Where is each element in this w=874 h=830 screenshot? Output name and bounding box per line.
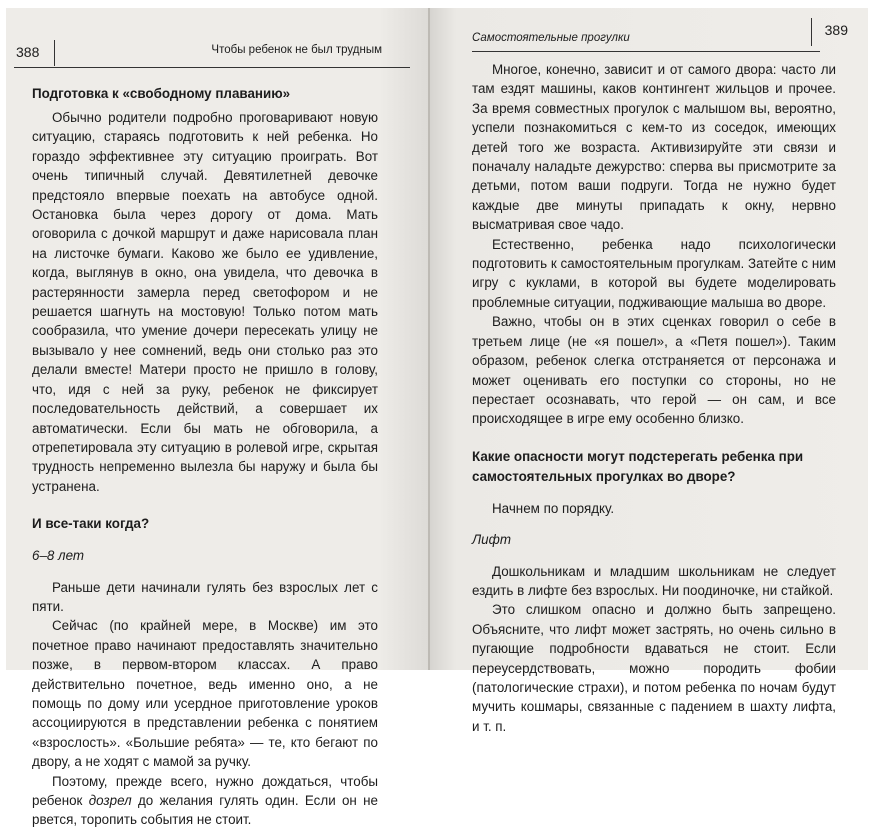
section-heading: Подготовка к «свободному плаванию» — [32, 86, 291, 101]
paragraph: Естественно, ребенка надо психологически подготовить к самостоятельным прогулкам. Затейте с ним игру с куклами, в которой вы будете моделировать проблемные ситуации, подживающие малыша во дворе. — [472, 236, 836, 310]
running-title-left: Чтобы ребенок не был трудным — [211, 44, 382, 56]
running-title-right: Самостоятельные прогулки — [472, 32, 630, 44]
subheading: 6–8 лет — [32, 548, 85, 564]
header-rule — [472, 51, 820, 52]
page-number-right: 389 — [824, 22, 848, 38]
left-page — [6, 8, 430, 828]
paragraph: Поэтому, прежде всего, нужно дождаться, чтобы ребенок дозрел до желания гулять один. Если он не рвется, торопить события не стоит. — [32, 773, 378, 828]
subheading: Лифт — [472, 532, 511, 548]
section-heading: И все-таки когда? — [32, 516, 150, 532]
header-divider — [54, 40, 55, 66]
paragraph: Сейчас (по крайней мере, в Москве) им это почетное право начинают предоставлять значительно позже, в первом-втором классах. А право действительно почетное, ведь именно оно, а не помощь по дому или усердное приготовление уроков ассоциируются в представлении ребенка с понятием «взрослость». «Большие ребята» — те, кто бегают по двору, а не ходят с мамой за ручку. — [32, 618, 378, 770]
paragraph: Начнем по порядку. — [492, 500, 615, 516]
paragraph: Многое, конечно, зависит и от самого двора: часто ли там ездят машины, каков контингент жильцов и прочее. За время совместных прогулок с малышом вы, вероятно, успели познакомиться с кем-то из соседок, имеющих детей того же возраста. Активизируйте эти связи и поначалу наладьте дежурство: сперва вы присмотрите за детьми, потом ваши подруги. Тогда не нужно будет каждые две минуты припадать к окну, нервно высматривая свое чадо. — [472, 62, 836, 233]
paragraph: Дошкольникам и младшим школьникам не следует ездить в лифте без взрослых. Ни поодиночке, ни стайкой. — [472, 563, 836, 598]
left-text-column — [32, 84, 378, 830]
running-header-right — [448, 18, 858, 48]
header-rule — [14, 67, 410, 68]
page-number-left: 388 — [16, 44, 40, 60]
header-divider — [811, 18, 812, 46]
right-page — [430, 8, 868, 734]
paragraph: Это слишком опасно и должно быть запрещено. Объясните, что лифт может застрять, но очень сильно в пугающие подробности вдаваться не стоит. Если переусердствовать, можно породить фобии (патологические страхи), и потом ребенка по ночам будут мучить кошмары, связанные с падением в шахту лифта, и т. п. — [472, 602, 836, 734]
section-heading: Какие опасности могут подстерегать ребенка при самостоятельных прогулках во дворе? — [472, 448, 804, 484]
paragraph: Важно, чтобы он в этих сценках говорил о себе в третьем лице (не «я пошел», а «Петя пошел»). Таким образом, ребенок слегка отстраняется от персонажа и может оценивать его поступки со стороны, но не перестает осознавать, что герой — он сам, и все происходящее в игре ему особенно близко. — [472, 314, 836, 427]
right-text-column — [472, 60, 836, 736]
paragraph: Раньше дети начинали гулять без взрослых лет с пяти. — [32, 579, 378, 614]
paragraph: Обычно родители подробно проговаривают новую ситуацию, стараясь подготовить к ней ребенка. Но гораздо эффективнее эту ситуацию проиграть. Вот очень типичный случай. Девятилетней девочке предстояло впервые поехать на автобусе одной. Остановка была через дорогу от дома. Мать оговорила с дочкой маршрут и даже нарисовала план на листочке бумаги. Каково же было ее удивление, когда, выглянув в окно, она увидела, что девочка в растерянности замерла перед светофором и не решается шагнуть на мостовую! Только потом мать сообразила, что умение дочери пересекать улицу не вызывало у нее сомнений, ведь они столько раз это делали вместе! Матери просто не пришло в голову, что, идя с ней за руку, ребенок не фиксирует последовательность действий, а совершает их автоматически. Если бы мать не обговорила, а отрепетировала эту ситуацию в ролевой игре, скрытая трудность непременно вылезла бы наружу и была бы устранена. — [32, 110, 378, 494]
running-header-left — [14, 38, 410, 60]
